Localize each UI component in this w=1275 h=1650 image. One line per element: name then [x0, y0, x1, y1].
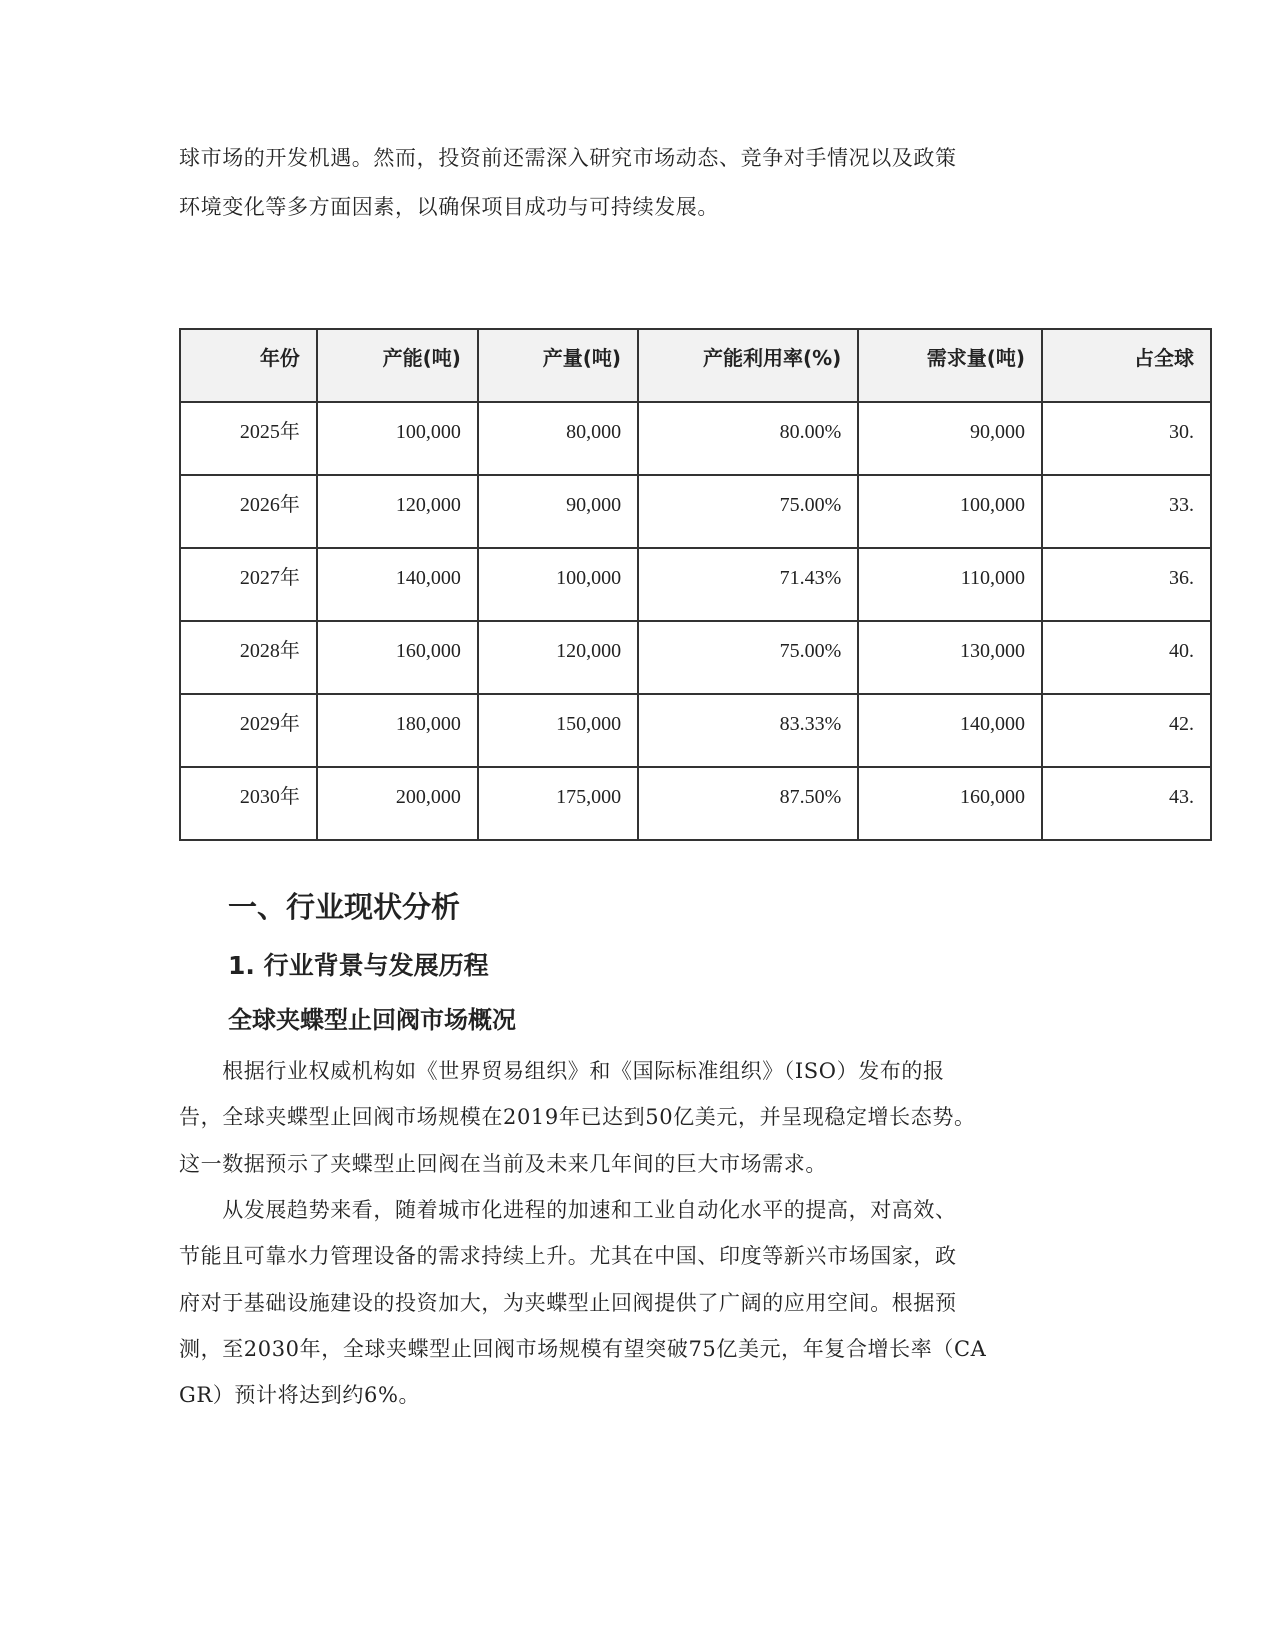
table-cell: 36.: [1042, 548, 1211, 621]
table-cell: 120,000: [478, 621, 638, 694]
table-cell: 33.: [1042, 475, 1211, 548]
table-row: [180, 621, 1211, 694]
table-cell: 71.43%: [638, 548, 858, 621]
table-header-row: [180, 329, 1211, 402]
table-row: [180, 767, 1211, 840]
table-cell: 30.: [1042, 402, 1211, 475]
table-cell: 2025年: [180, 402, 317, 475]
table-cell: 90,000: [478, 475, 638, 548]
subsection-title: 1. 行业背景与发展历程: [228, 951, 489, 980]
table-cell: 87.50%: [638, 767, 858, 840]
table-cell: 140,000: [858, 694, 1042, 767]
table-cell: 160,000: [858, 767, 1042, 840]
body-line: 府对于基础设施建设的投资加大，为夹蝶型止回阀提供了广阔的应用空间。根据预: [179, 1290, 957, 1315]
table-cell: 130,000: [858, 621, 1042, 694]
table-cell: 100,000: [478, 548, 638, 621]
body-line: GR）预计将达到约6%。: [179, 1383, 421, 1408]
column-header: 产能(吨): [317, 329, 478, 402]
body-line: 这一数据预示了夹蝶型止回阀在当前及未来几年间的巨大市场需求。: [179, 1151, 827, 1176]
table-cell: 180,000: [317, 694, 478, 767]
intro-line: 球市场的开发机遇。然而，投资前还需深入研究市场动态、竞争对手情况以及政策: [179, 146, 957, 170]
body-line: 从发展趋势来看，随着城市化进程的加速和工业自动化水平的提高，对高效、: [179, 1197, 957, 1222]
table-cell: 2026年: [180, 475, 317, 548]
table-row: [180, 548, 1211, 621]
section-title: 一、行业现状分析: [228, 890, 461, 924]
table-cell: 2028年: [180, 621, 317, 694]
column-header: 占全球: [1042, 329, 1211, 402]
table-cell: 200,000: [317, 767, 478, 840]
table-row: [180, 475, 1211, 548]
table-row: [180, 402, 1211, 475]
body-line: 根据行业权威机构如《世界贸易组织》和《国际标准组织》（ISO）发布的报: [179, 1059, 945, 1083]
table-cell: 75.00%: [638, 475, 858, 548]
table-cell: 40.: [1042, 621, 1211, 694]
table-cell: 80,000: [478, 402, 638, 475]
table-cell: 90,000: [858, 402, 1042, 475]
table-cell: 42.: [1042, 694, 1211, 767]
column-header: 年份: [180, 329, 317, 402]
table-cell: 75.00%: [638, 621, 858, 694]
body-line: 测，至2030年，全球夹蝶型止回阀市场规模有望突破75亿美元，年复合增长率（CA: [179, 1336, 987, 1361]
table-cell: 43.: [1042, 767, 1211, 840]
intro-line: 环境变化等多方面因素，以确保项目成功与可持续发展。: [179, 195, 719, 219]
table-cell: 140,000: [317, 548, 478, 621]
table-cell: 175,000: [478, 767, 638, 840]
table-cell: 100,000: [317, 402, 478, 475]
table-row: [180, 694, 1211, 767]
table-cell: 150,000: [478, 694, 638, 767]
table-cell: 2027年: [180, 548, 317, 621]
column-header: 产能利用率(%): [638, 329, 858, 402]
body-line: 告，全球夹蝶型止回阀市场规模在2019年已达到50亿美元，并呈现稳定增长态势。: [179, 1105, 976, 1130]
sub-heading: 全球夹蝶型止回阀市场概况: [228, 1006, 516, 1034]
table-cell: 83.33%: [638, 694, 858, 767]
column-header: 产量(吨): [478, 329, 638, 402]
table-cell: 100,000: [858, 475, 1042, 548]
capacity-table: [179, 328, 1212, 841]
table-cell: 160,000: [317, 621, 478, 694]
body-line: 节能且可靠水力管理设备的需求持续上升。尤其在中国、印度等新兴市场国家，政: [179, 1244, 957, 1269]
table-cell: 2030年: [180, 767, 317, 840]
table-cell: 80.00%: [638, 402, 858, 475]
column-header: 需求量(吨): [858, 329, 1042, 402]
table-cell: 120,000: [317, 475, 478, 548]
table-cell: 110,000: [858, 548, 1042, 621]
table-cell: 2029年: [180, 694, 317, 767]
